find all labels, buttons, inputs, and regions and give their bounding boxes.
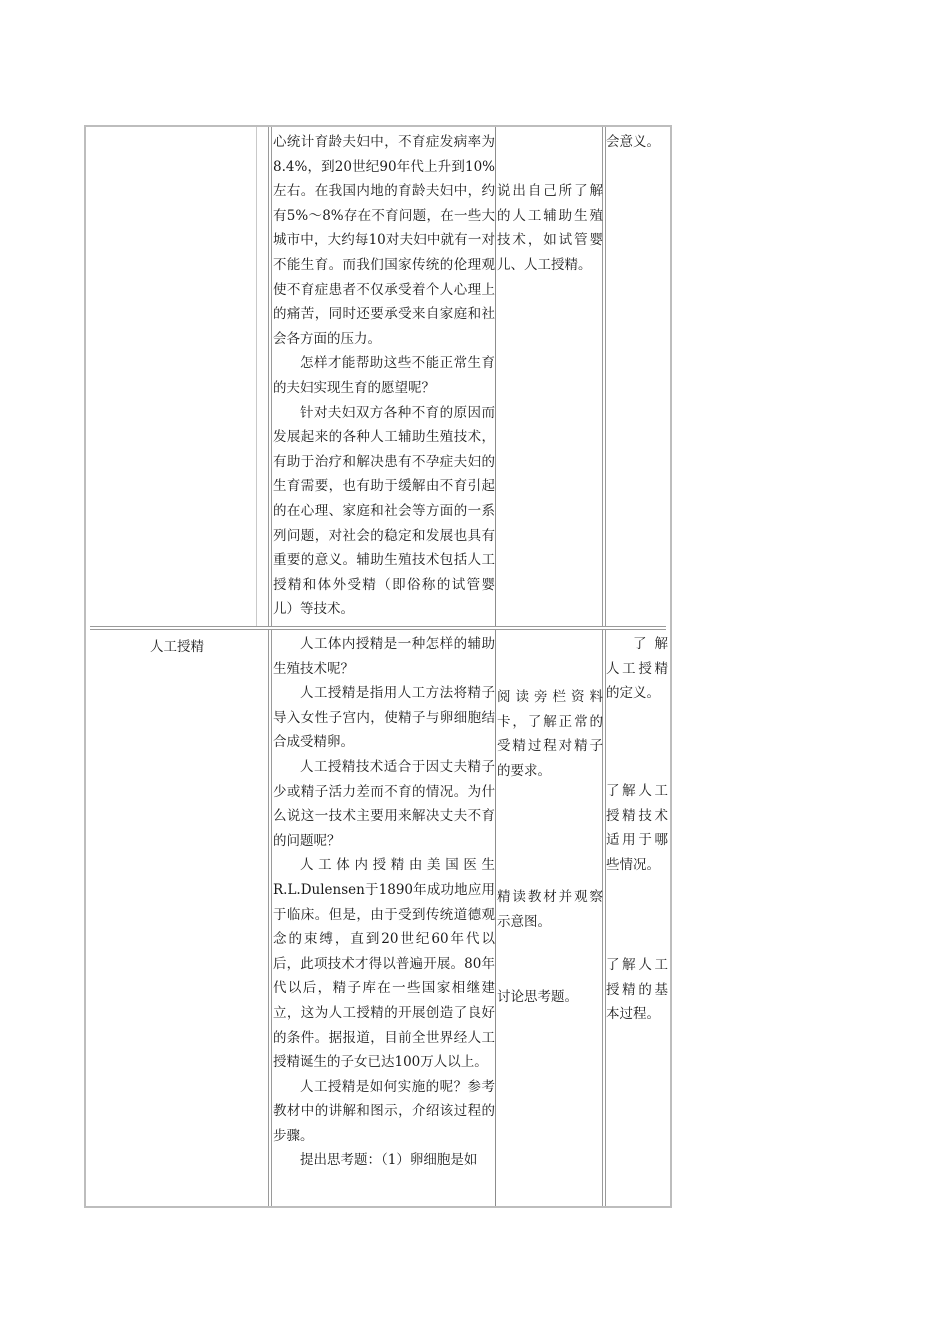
row2-goal-cell <box>606 953 668 1027</box>
content-paragraph: 人工授精是如何实施的呢？参考教材中的讲解和图示，介绍该过程的步骤。 <box>273 1078 495 1144</box>
content-paragraph: 提出思考题：（1）卵细胞是如 <box>300 1152 478 1169</box>
row2-goal-cell <box>606 779 668 877</box>
content-paragraph: 怎样才能帮助这些不能正常生育的夫妇实现生育的愿望呢？ <box>273 355 495 396</box>
content-paragraph: 人工体内授精由美国医生R.L.Dulensen于1890年成功地应用于临床。但是，由于受到传统道德观念的束缚，直到20世纪60年代以后，此项技术才得以普遍开展。80年代以后，精子库在一些国家相继建立，这为人工授精的开展创造了良好的条件。据报道，目前全世界经人工授精诞生的子女已达100万人以上。 <box>273 857 495 1071</box>
column-divider <box>495 127 496 1206</box>
goal-text: 了解人工授精技术适用于哪些情况。 <box>606 783 668 873</box>
content-paragraph: 人工体内授精是一种怎样的辅助生殖技术呢？ <box>273 636 495 677</box>
column-divider <box>256 127 257 627</box>
row-divider <box>90 626 666 630</box>
row1-activity-cell <box>497 179 603 277</box>
row2-content-cell <box>273 632 495 1206</box>
content-paragraph: 人工授精是指用人工方法将精子导入女性子宫内，使精子与卵细胞结合成受精卵。 <box>273 685 495 751</box>
activity-text: 讨论思考题。 <box>497 989 578 1005</box>
content-paragraph: 心统计育龄夫妇中，不育症发病率为8.4%，到20世纪90年代上升到10%左右。在我国内地的育龄夫妇中，约有5%～8%存在不育问题，在一些大城市中，大约每10对夫妇中就有一对不能生育。而我们国家传统的伦理观使不育症患者不仅承受着个人心理上的痛苦，同时还要承受来自家庭和社会各方面的压力。 <box>273 134 495 347</box>
content-paragraph: 人工授精技术适合于因丈夫精子少或精子活力差而不育的情况。为什么说这一技术主要用来解决丈夫不育的问题呢？ <box>273 758 495 849</box>
row2-activity-cell <box>497 885 603 934</box>
activity-text: 说出自己所了解的人工辅助生殖技术，如试管婴儿、人工授精。 <box>497 183 603 273</box>
row2-activity-cell <box>497 685 603 783</box>
goal-text: 会意义。 <box>606 134 660 150</box>
activity-text: 精读教材并观察示意图。 <box>497 889 603 930</box>
content-text: 针对夫妇双方各种不育的原因而发展起来的各种人工辅助生殖技术，有助于治疗和解决患有不孕症夫妇的生育需要，也有助于缓解由不育引起的在心理、家庭和社会等方面的一系列问题，对社会的稳定和发展也具有重要的意义。辅助生殖技术包括人工授精和体外受精（即俗称的试管婴儿）等技术。 <box>273 404 495 618</box>
row2-activity-cell <box>497 985 603 1010</box>
column-divider <box>268 127 272 1206</box>
row2-topic-cell: 人工授精 <box>150 639 204 655</box>
row1-content-cell <box>273 130 495 622</box>
row1-goal-cell <box>606 130 668 155</box>
goal-text: 了解人工授精的基本过程。 <box>606 957 668 1023</box>
row2-goal-cell <box>606 632 668 706</box>
lesson-plan-table <box>84 125 672 1208</box>
content-paragraph <box>273 401 495 622</box>
goal-text: 了解人工授精的定义。 <box>606 636 668 702</box>
activity-text: 阅读旁栏资料卡，了解正常的受精过程对精子的要求。 <box>497 689 603 779</box>
